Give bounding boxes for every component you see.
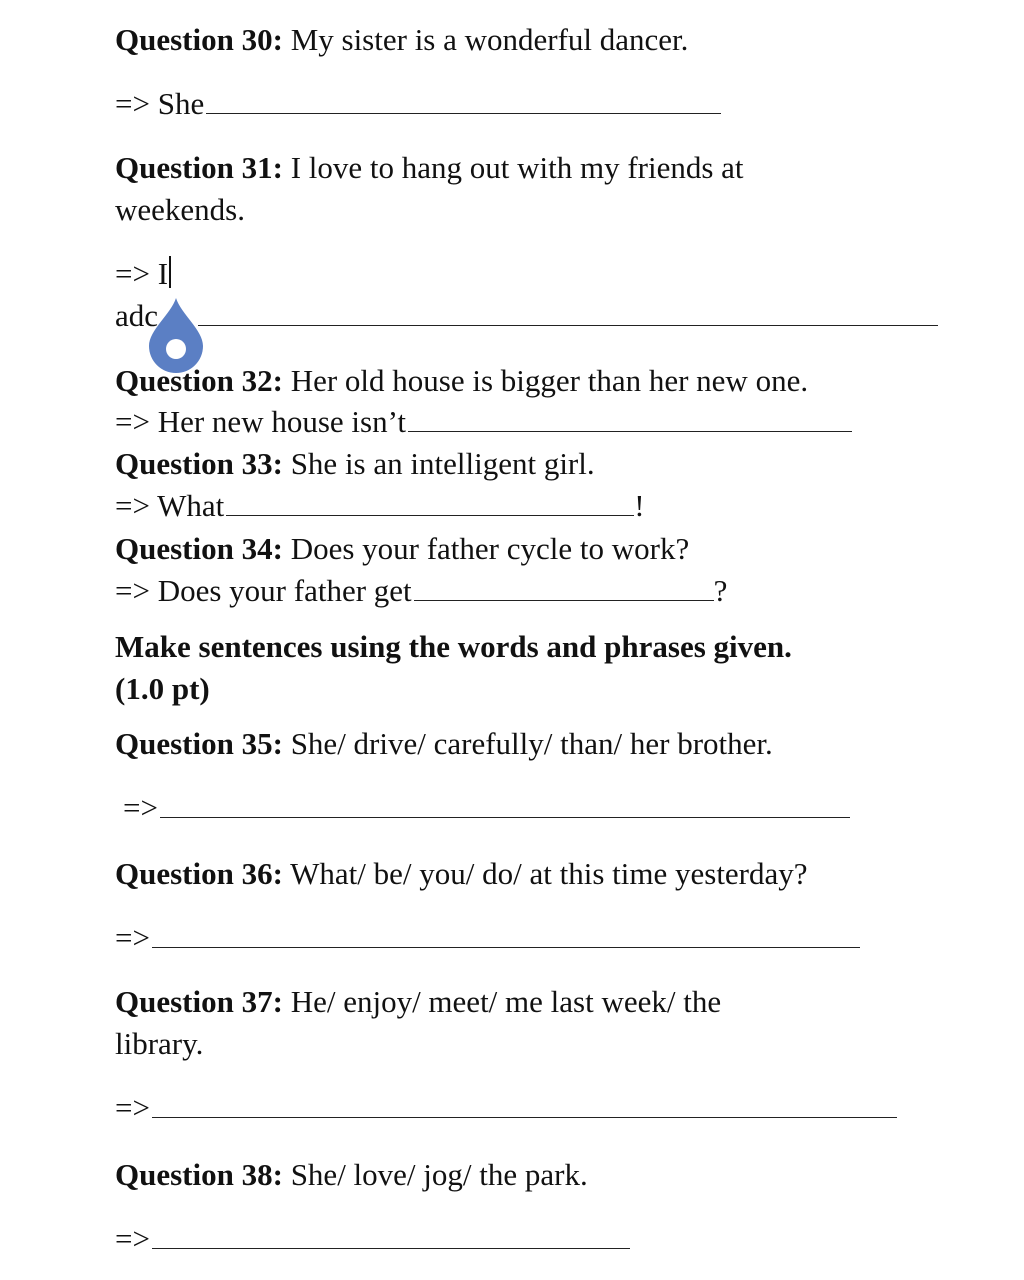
question-37-line2: library. (115, 1026, 204, 1061)
text-cursor (169, 256, 171, 288)
answer-31-line2[interactable] (115, 298, 938, 334)
question-number: Question 30: (115, 22, 283, 57)
answer-blank[interactable] (152, 1222, 630, 1249)
answer-31[interactable] (115, 256, 171, 292)
question-34 (115, 531, 689, 567)
question-text: He/ enjoy/ meet/ me last week/ the (290, 984, 722, 1019)
answer-35[interactable] (123, 790, 850, 826)
question-number: Question 31: (115, 150, 283, 185)
question-number: Question 33: (115, 446, 283, 481)
answer-blank[interactable] (198, 299, 938, 326)
question-text: Does your father cycle to work? (290, 531, 690, 566)
question-37 (115, 984, 721, 1020)
question-36 (115, 856, 808, 892)
question-text: I love to hang out with my friends at (290, 150, 744, 185)
answer-38[interactable] (115, 1221, 630, 1257)
answer-30[interactable] (115, 86, 721, 122)
question-32 (115, 363, 808, 399)
answer-prefix: => Does your father get (115, 573, 412, 608)
question-number: Question 38: (115, 1157, 283, 1192)
answer-33[interactable] (115, 488, 645, 524)
question-text: She/ drive/ carefully/ than/ her brother. (290, 726, 773, 761)
answer-blank[interactable] (206, 87, 721, 114)
answer-blank[interactable] (160, 791, 850, 818)
answer-suffix: ? (713, 573, 728, 608)
answer-prefix: => I (115, 256, 169, 291)
answer-prefix: => She (115, 86, 205, 121)
answer-32[interactable] (115, 404, 852, 440)
answer-37[interactable] (115, 1090, 897, 1126)
answer-prefix: => (123, 790, 158, 825)
answer-prefix: => (115, 1090, 150, 1125)
question-31 (115, 150, 744, 186)
answer-prefix: adc (115, 298, 159, 333)
question-number: Question 36: (115, 856, 283, 891)
handle-hole (166, 339, 186, 359)
answer-blank[interactable] (152, 921, 860, 948)
question-text: What/ be/ you/ do/ at this time yesterday? (290, 856, 808, 891)
answer-prefix: => What (115, 488, 225, 523)
question-text: My sister is a wonderful dancer. (290, 22, 689, 57)
question-38 (115, 1157, 588, 1193)
question-number: Question 37: (115, 984, 283, 1019)
question-text: She/ love/ jog/ the park. (290, 1157, 588, 1192)
answer-prefix: => (115, 920, 150, 955)
question-text: She is an intelligent girl. (290, 446, 595, 481)
question-number: Question 34: (115, 531, 283, 566)
answer-suffix: ! (634, 488, 645, 523)
answer-36[interactable] (115, 920, 860, 956)
section-heading: Make sentences using the words and phrases given. (115, 629, 792, 664)
section-points: (1.0 pt) (115, 671, 210, 706)
question-text: Her old house is bigger than her new one. (290, 363, 809, 398)
question-number: Question 32: (115, 363, 283, 398)
answer-blank[interactable] (414, 574, 714, 601)
question-number: Question 35: (115, 726, 283, 761)
answer-prefix: => Her new house isn’t (115, 404, 406, 439)
answer-prefix: => (115, 1221, 150, 1256)
question-35 (115, 726, 773, 762)
question-31-line2: weekends. (115, 192, 245, 227)
answer-34[interactable] (115, 573, 727, 609)
question-30 (115, 22, 688, 58)
answer-blank[interactable] (226, 489, 634, 516)
answer-blank[interactable] (408, 405, 852, 432)
question-33 (115, 446, 595, 482)
answer-blank[interactable] (152, 1091, 897, 1118)
handle-shape (149, 298, 203, 373)
